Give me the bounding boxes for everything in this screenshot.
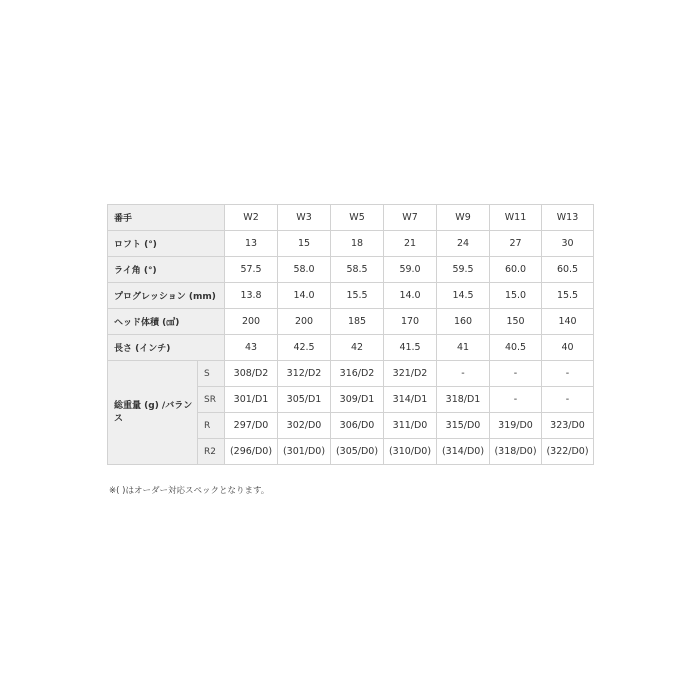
spec-row xyxy=(108,309,594,335)
row-label: プログレッション (mm) xyxy=(108,283,225,309)
table-cell: 15.5 xyxy=(331,283,384,309)
club-header: W7 xyxy=(384,205,437,231)
table-cell: 185 xyxy=(331,309,384,335)
table-cell: 13 xyxy=(225,231,278,257)
table-cell: 170 xyxy=(384,309,437,335)
table-cell: 200 xyxy=(225,309,278,335)
table-cell: (305/D0) xyxy=(331,439,384,465)
flex-label: R xyxy=(198,413,225,439)
table-cell: (318/D0) xyxy=(490,439,542,465)
table-cell: (322/D0) xyxy=(542,439,594,465)
table-cell: - xyxy=(490,387,542,413)
table-cell: 13.8 xyxy=(225,283,278,309)
footnote: ※( )はオーダー対応スペックとなります。 xyxy=(109,486,270,496)
table-cell: 57.5 xyxy=(225,257,278,283)
spec-row xyxy=(108,231,594,257)
table-cell: 321/D2 xyxy=(384,361,437,387)
spec-row xyxy=(108,335,594,361)
spec-row xyxy=(108,257,594,283)
table-cell: 323/D0 xyxy=(542,413,594,439)
table-cell: 42.5 xyxy=(278,335,331,361)
table-cell: 297/D0 xyxy=(225,413,278,439)
table-cell: 41 xyxy=(437,335,490,361)
table-cell: 42 xyxy=(331,335,384,361)
table-cell: - xyxy=(542,361,594,387)
header-row xyxy=(108,205,594,231)
table-cell: 41.5 xyxy=(384,335,437,361)
table-cell: 27 xyxy=(490,231,542,257)
table-cell: 58.5 xyxy=(331,257,384,283)
table-cell: 160 xyxy=(437,309,490,335)
table-cell: 24 xyxy=(437,231,490,257)
table-cell: 302/D0 xyxy=(278,413,331,439)
table-cell: 200 xyxy=(278,309,331,335)
table-cell: 150 xyxy=(490,309,542,335)
table-cell: (301/D0) xyxy=(278,439,331,465)
club-header: W13 xyxy=(542,205,594,231)
table-cell: 306/D0 xyxy=(331,413,384,439)
club-header: W3 xyxy=(278,205,331,231)
table-cell: 311/D0 xyxy=(384,413,437,439)
table-cell: 59.0 xyxy=(384,257,437,283)
table-cell: 309/D1 xyxy=(331,387,384,413)
club-header: W2 xyxy=(225,205,278,231)
table-cell: 59.5 xyxy=(437,257,490,283)
flex-label: S xyxy=(198,361,225,387)
table-cell: 319/D0 xyxy=(490,413,542,439)
table-cell: 18 xyxy=(331,231,384,257)
table-cell: - xyxy=(437,361,490,387)
weight-label: 総重量 (g) /バランス xyxy=(108,361,198,465)
table-cell: 314/D1 xyxy=(384,387,437,413)
table-cell: 30 xyxy=(542,231,594,257)
row-label: 長さ (インチ) xyxy=(108,335,225,361)
spec-row xyxy=(108,283,594,309)
row-label: ロフト (°) xyxy=(108,231,225,257)
club-header: W11 xyxy=(490,205,542,231)
flex-label: R2 xyxy=(198,439,225,465)
table-cell: (310/D0) xyxy=(384,439,437,465)
table-cell: - xyxy=(542,387,594,413)
table-cell: 14.5 xyxy=(437,283,490,309)
table-cell: - xyxy=(490,361,542,387)
flex-label: SR xyxy=(198,387,225,413)
table-cell: 43 xyxy=(225,335,278,361)
club-header: W5 xyxy=(331,205,384,231)
table-cell: 14.0 xyxy=(278,283,331,309)
table-cell: 15.5 xyxy=(542,283,594,309)
table-cell: 21 xyxy=(384,231,437,257)
table-cell: 312/D2 xyxy=(278,361,331,387)
table-cell: (296/D0) xyxy=(225,439,278,465)
table-cell: 60.5 xyxy=(542,257,594,283)
table-cell: 14.0 xyxy=(384,283,437,309)
table-cell: 60.0 xyxy=(490,257,542,283)
weight-row xyxy=(108,361,594,387)
spec-table xyxy=(107,204,594,465)
row-label: 番手 xyxy=(108,205,225,231)
table-cell: 305/D1 xyxy=(278,387,331,413)
row-label: ライ角 (°) xyxy=(108,257,225,283)
table-cell: 318/D1 xyxy=(437,387,490,413)
table-cell: 40 xyxy=(542,335,594,361)
table-cell: 40.5 xyxy=(490,335,542,361)
table-cell: 15.0 xyxy=(490,283,542,309)
table-cell: 140 xyxy=(542,309,594,335)
table-cell: 15 xyxy=(278,231,331,257)
row-label: ヘッド体積 (㎤) xyxy=(108,309,225,335)
club-header: W9 xyxy=(437,205,490,231)
table-cell: 308/D2 xyxy=(225,361,278,387)
table-cell: 301/D1 xyxy=(225,387,278,413)
table-cell: 315/D0 xyxy=(437,413,490,439)
table-cell: 58.0 xyxy=(278,257,331,283)
table-cell: (314/D0) xyxy=(437,439,490,465)
table-cell: 316/D2 xyxy=(331,361,384,387)
